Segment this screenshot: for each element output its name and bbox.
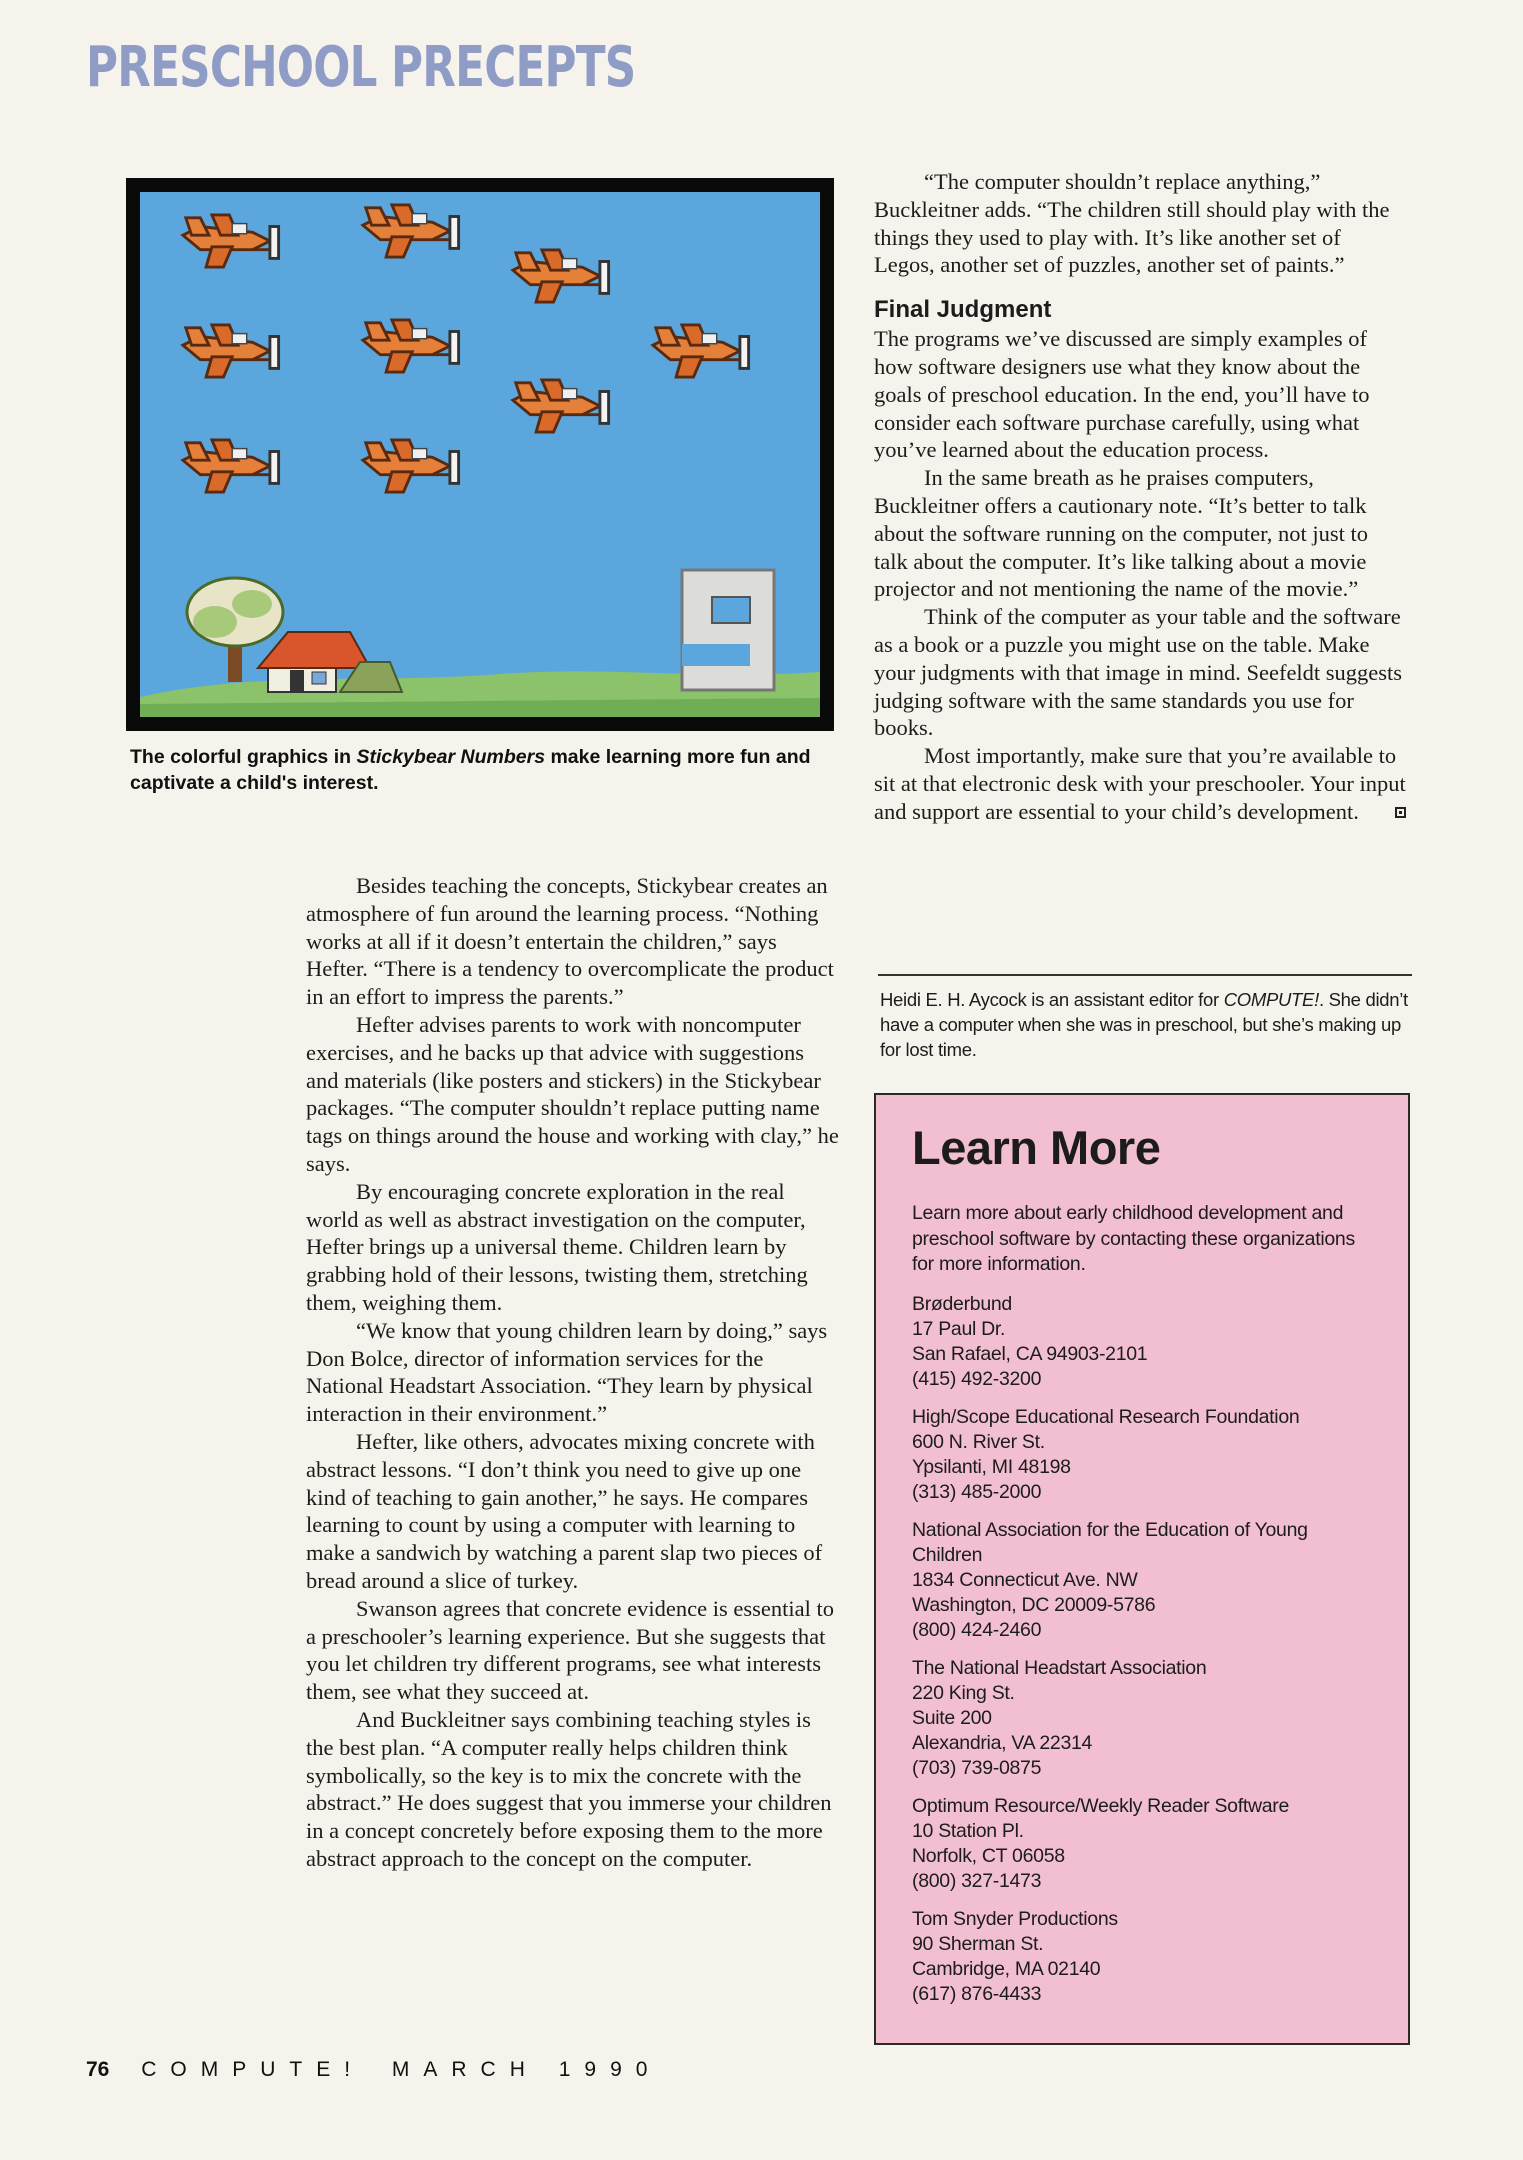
end-mark-icon — [1395, 807, 1406, 818]
organization-entry — [912, 1292, 1376, 1392]
org-line: Washington, DC 20009-5786 — [912, 1593, 1156, 1616]
article-left-column — [306, 872, 841, 1873]
organization-entry — [912, 1405, 1376, 1505]
paragraph: The programs we’ve discussed are simply examples of how software designers use what they know about the goals of preschool education. In the end, you’ll have to consider each software purchase carefully, using what you’ve learned about the education process. — [874, 326, 1370, 463]
closing-paragraph: Most importantly, make sure that you’re available to sit at that electronic desk with your preschooler. Your input and support are essential to your child’s development. — [874, 743, 1406, 824]
organization-entry — [912, 1794, 1376, 1894]
page-number: 76 — [86, 2058, 110, 2081]
org-line: (313) 485-2000 — [912, 1480, 1042, 1503]
organization-entry — [912, 1656, 1376, 1781]
paragraph: “We know that young children learn by doing,” says Don Bolce, director of information services for the National Headstart Association. “They learn by physical interaction in their environment.” — [306, 1317, 828, 1427]
org-line: (800) 327-1473 — [912, 1869, 1042, 1892]
paragraph: Besides teaching the concepts, Stickybear creates an atmosphere of fun around the learning process. “Nothing works at all if it doesn’t entertain the children,” says Hefter. “There is a tendency to overcomplicate the product in an effort to impress the parents.” — [306, 873, 834, 1010]
org-line: Alexandria, VA 22314 — [912, 1731, 1093, 1754]
org-line: Suite 200 — [912, 1706, 992, 1729]
org-line: 17 Paul Dr. — [912, 1317, 1006, 1340]
stickybear-screenshot — [126, 178, 834, 731]
org-name: High/Scope Educational Research Foundation — [912, 1405, 1300, 1428]
org-line: 90 Sherman St. — [912, 1932, 1044, 1955]
learn-more-title: Learn More — [912, 1121, 1161, 1174]
figure-caption: The colorful graphics in Stickybear Numbers make learning more fun and captivate a child's interest. — [130, 746, 811, 794]
learn-more-intro: Learn more about early childhood development and preschool software by contacting these organizations for more information. — [912, 1202, 1355, 1275]
organization-entry — [912, 1518, 1376, 1643]
org-line: (415) 492-3200 — [912, 1367, 1042, 1390]
org-name: Optimum Resource/Weekly Reader Software — [912, 1794, 1290, 1817]
section-title: PRESCHOOL PRECEPTS — [86, 35, 636, 100]
org-line: Ypsilanti, MI 48198 — [912, 1455, 1071, 1478]
article-right-column — [874, 168, 1406, 826]
subhead: Final Judgment — [874, 296, 1052, 324]
org-line: Norfolk, CT 06058 — [912, 1844, 1065, 1867]
org-name: Brøderbund — [912, 1292, 1012, 1315]
paragraph: Hefter advises parents to work with noncomputer exercises, and he backs up that advice with suggestions and materials (like posters and stickers) in the Stickybear packages. “The computer shouldn’t replace putting name tags on things around the house and working with clay,” he says. — [306, 1011, 839, 1176]
author-bio: Heidi E. H. Aycock is an assistant editor for COMPUTE!. She didn’t have a computer when she was in preschool, but she’s making up for lost time. — [880, 989, 1408, 1060]
page-footer — [86, 2058, 661, 2082]
org-line: San Rafael, CA 94903-2101 — [912, 1342, 1148, 1365]
game-screen-illustration — [140, 192, 820, 717]
paragraph: Think of the computer as your table and the software as a book or a puzzle you might use on the table. Make your judgments with that image in mind. Seefeldt suggests judging software with the same standards you use for books. — [874, 604, 1403, 741]
org-line: Cambridge, MA 02140 — [912, 1957, 1101, 1980]
org-line: 220 King St. — [912, 1681, 1015, 1704]
org-line: (703) 739-0875 — [912, 1756, 1042, 1779]
learn-more-box — [874, 1093, 1410, 2045]
paragraph: In the same breath as he praises computers, Buckleitner offers a cautionary note. “It’s better to talk about the software running on the computer, not just to talk about the computer. It’s like talking about a movie projector and not mentioning the name of the movie.” — [874, 465, 1369, 602]
magazine-name: COMPUTE! — [141, 2058, 365, 2081]
paragraph: And Buckleitner says combining teaching styles is the best plan. “A computer really helps children think symbolically, so the key is to mix the concrete with the abstract.” He does suggest that you immerse your children in a concept concretely before exposing them to the more abstract approach to the concept on the computer. — [306, 1706, 832, 1871]
org-line: 1834 Connecticut Ave. NW — [912, 1568, 1138, 1591]
paragraph: By encouraging concrete exploration in the real world as well as abstract investigation on the computer, Hefter brings up a universal theme. Children learn by grabbing hold of their lessons, twisting them, stretching them, weighing them. — [306, 1178, 808, 1315]
organization-entry — [912, 1907, 1376, 2007]
org-name: Tom Snyder Productions — [912, 1907, 1118, 1930]
org-name: The National Headstart Association — [912, 1656, 1207, 1679]
paragraph: Hefter, like others, advocates mixing concrete with abstract lessons. “I don’t think you need to give up one kind of teaching to gain another,” he says. He compares learning to count by using a computer with learning to make a sandwich by watching a parent slap two pieces of bread around a slice of turkey. — [306, 1428, 823, 1593]
org-line: (617) 876-4433 — [912, 1982, 1042, 2005]
org-line: 600 N. River St. — [912, 1430, 1045, 1453]
number-display — [682, 570, 774, 690]
paragraph: “The computer shouldn’t replace anything,” Buckleitner adds. “The children still should play with the things they used to play with. It’s like another set of Legos, another set of puzzles, another set of paints.” — [874, 169, 1390, 278]
org-line: (800) 424-2460 — [912, 1618, 1042, 1641]
org-line: 10 Station Pl. — [912, 1819, 1024, 1842]
org-name: National Association for the Education of Young Children — [912, 1518, 1308, 1566]
divider — [878, 974, 1412, 976]
issue-date: MARCH 1990 — [391, 2058, 662, 2081]
paragraph: Swanson agrees that concrete evidence is essential to a preschooler’s learning experience. But she suggests that you let children try different programs, see what interests them, see what they succeed at. — [306, 1595, 834, 1705]
